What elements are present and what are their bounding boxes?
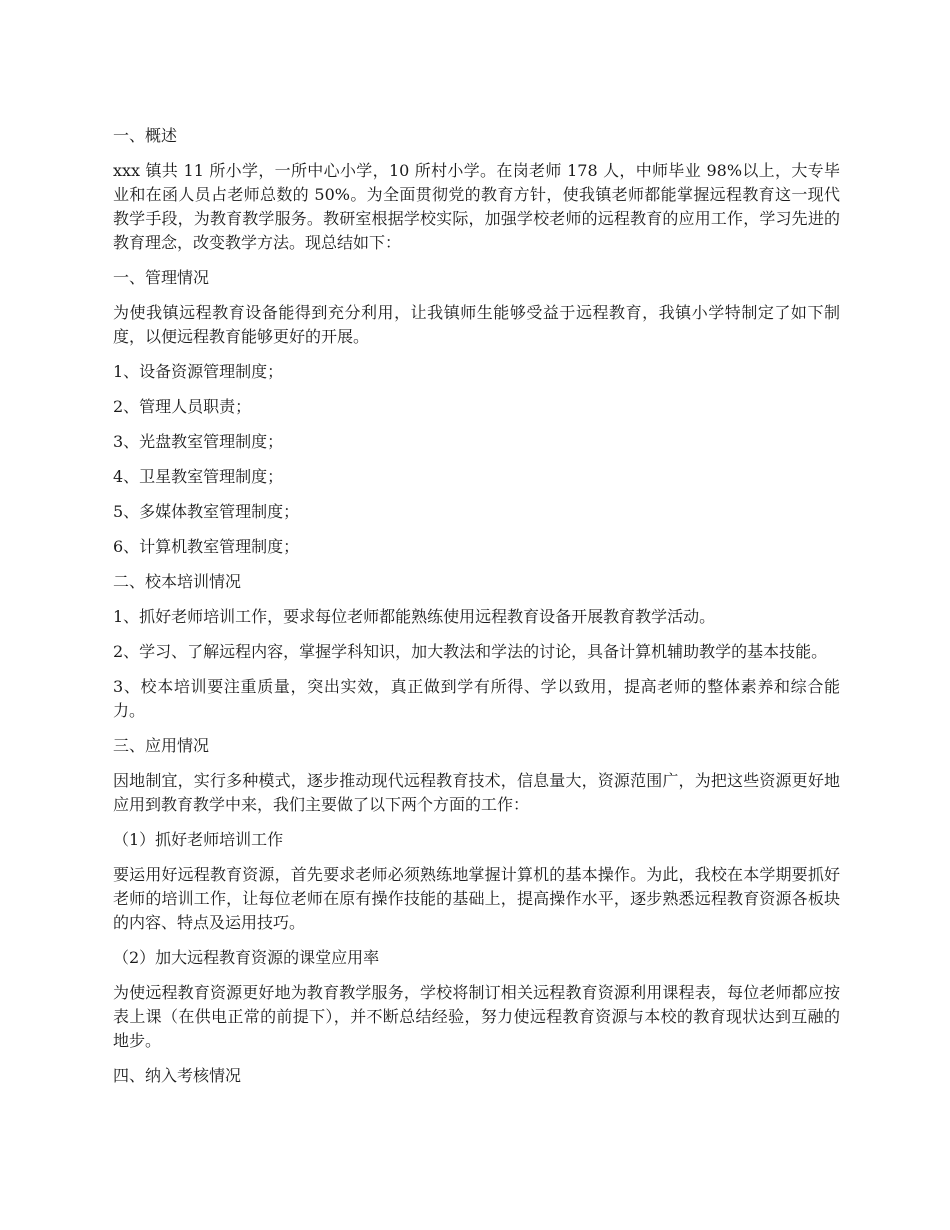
list-item: 1、设备资源管理制度； [113,362,284,381]
training-item: 2、学习、了解远程内容，掌握学科知识，加大教法和学法的讨论，具备计算机辅助教学的基本技能。 [113,642,828,661]
section-heading-application: 三、应用情况 [113,736,210,755]
section-heading-assessment: 四、纳入考核情况 [113,1066,242,1085]
overview-paragraph: xxx 镇共 11 所小学，一所中心小学，10 所村小学。在岗老师 178 人，中师毕业 98%以上，大专毕业和在函人员占老师总数的 50%。为全面贯彻党的教育方针，使我镇老师都能掌握远程教育这一现代教学手段，为教育教学服务。教研室根据学校实际，加强学校老师的远程教育的应用工作，学习先进的教育理念，改变教学方法。现总结如下： [113,161,840,252]
subheading-teacher-training: （1）抓好老师培训工作 [113,830,284,849]
teacher-training-paragraph: 要运用好远程教育资源，首先要求老师必须熟练地掌握计算机的基本操作。为此，我校在本学期要抓好老师的培训工作，让每位老师在原有操作技能的基础上，提高操作水平，逐步熟悉远程教育资源各板块的内容、特点及运用技巧。 [113,865,840,932]
training-item: 3、校本培训要注重质量，突出实效，真正做到学有所得、学以致用，提高老师的整体素养和综合能力。 [113,677,840,720]
list-item: 5、多媒体教室管理制度； [113,502,300,521]
section-heading-training: 二、校本培训情况 [113,572,242,591]
training-item: 1、抓好老师培训工作，要求每位老师都能熟练使用远程教育设备开展教育教学活动。 [113,607,716,626]
section-heading-management: 一、管理情况 [113,268,210,287]
subheading-classroom-usage: （2）加大远程教育资源的课堂应用率 [113,948,380,967]
document-body [113,124,840,1099]
section-heading-overview: 一、概述 [113,126,178,145]
list-item: 4、卫星教室管理制度； [113,467,284,486]
application-paragraph: 因地制宜，实行多种模式，逐步推动现代远程教育技术，信息量大，资源范围广，为把这些资源更好地应用到教育教学中来，我们主要做了以下两个方面的工作： [113,771,840,814]
list-item: 3、光盘教室管理制度； [113,432,284,451]
list-item: 6、计算机教室管理制度； [113,537,300,556]
list-item: 2、管理人员职责； [113,397,252,416]
management-paragraph: 为使我镇远程教育设备能得到充分利用，让我镇师生能够受益于远程教育，我镇小学特制定了如下制度，以便远程教育能够更好的开展。 [113,303,840,346]
classroom-usage-paragraph: 为使远程教育资源更好地为教育教学服务，学校将制订相关远程教育资源利用课程表，每位老师都应按表上课（在供电正常的前提下），并不断总结经验，努力使远程教育资源与本校的教育现状达到互融的地步。 [113,983,840,1050]
